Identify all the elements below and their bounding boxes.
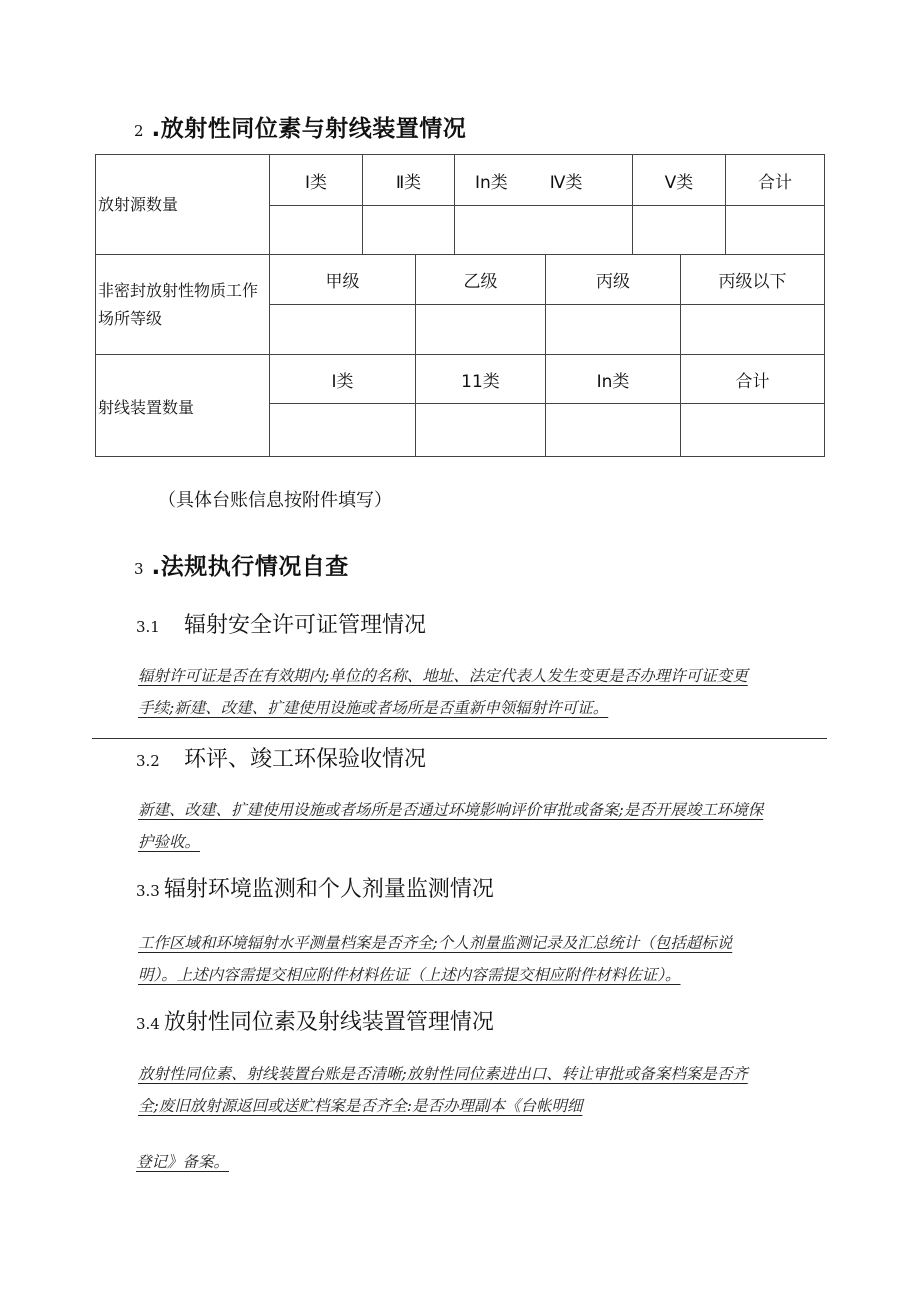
header-class-1: Ⅰ类	[269, 154, 363, 206]
horizontal-divider	[92, 738, 827, 739]
header-class-3: In类	[475, 172, 508, 193]
sub-3-4-line-2: 全;废旧放射源返回或送贮档案是否齐全:是否办理副本《台帐明细	[138, 1097, 583, 1115]
value-class-3-4[interactable]	[454, 205, 633, 255]
section-2-number: 2	[134, 122, 144, 140]
header-class-2: Ⅱ类	[362, 154, 455, 206]
header-class-4: Ⅳ类	[549, 172, 583, 193]
sub-3-4-line-3: 登记》备案。	[136, 1153, 230, 1171]
row-label-ray-devices-text: 射线装置数量	[98, 397, 195, 417]
header-grade-a: 甲级	[269, 254, 416, 305]
sub-3-3-text	[138, 927, 828, 991]
sub-3-4-line-1: 放射性同位素、射线装置台账是否清晰;放射性同位素进出口、转让审批或备案档案是否齐	[138, 1065, 748, 1083]
header-total-sources: 合计	[725, 154, 825, 206]
header-device-total: 合计	[680, 354, 825, 404]
value-device-class-1[interactable]	[269, 403, 416, 457]
sub-3-3-heading	[136, 872, 494, 903]
value-grade-b[interactable]	[415, 304, 546, 355]
header-grade-below-c: 丙级以下	[680, 254, 825, 305]
sub-3-4-number: 3.4	[136, 1015, 160, 1033]
value-grade-below-c[interactable]	[680, 304, 825, 355]
header-class-5: Ⅴ类	[632, 154, 726, 206]
header-device-class-3: In类	[545, 354, 681, 404]
section-2-title: .放射性同位素与射线装置情况	[151, 116, 467, 142]
value-grade-a[interactable]	[269, 304, 416, 355]
sub-3-2-number: 3.2	[136, 752, 160, 770]
row-label-ray-devices	[95, 354, 270, 457]
sub-3-2-title: 环评、竣工环保验收情况	[184, 747, 427, 772]
row-label-workplace-grade	[95, 254, 270, 355]
header-class-3-4-group	[454, 154, 633, 206]
value-class-1[interactable]	[269, 205, 363, 255]
value-class-5[interactable]	[632, 205, 726, 255]
sub-3-3-line-2: 明）。上述内容需提交相应附件材料佐证（上述内容需提交相应附件材料佐证）。	[138, 966, 681, 984]
table-note: （具体台账信息按附件填写）	[158, 490, 392, 511]
sub-3-1-text	[138, 660, 828, 724]
header-device-class-1: Ⅰ类	[269, 354, 416, 404]
value-grade-c[interactable]	[545, 304, 681, 355]
sub-3-1-number: 3.1	[136, 618, 160, 636]
header-device-class-2: 11类	[415, 354, 546, 404]
value-class-2[interactable]	[362, 205, 455, 255]
value-device-class-2[interactable]	[415, 403, 546, 457]
value-device-class-3[interactable]	[545, 403, 681, 457]
section-2-heading	[134, 110, 466, 143]
sub-3-2-text	[138, 794, 828, 858]
sub-3-4-heading	[136, 1005, 494, 1036]
sub-3-3-number: 3.3	[136, 882, 160, 900]
sub-3-3-title: 辐射环境监测和个人剂量监测情况	[163, 877, 494, 902]
section-3-number: 3	[134, 560, 144, 578]
sub-3-4-title: 放射性同位素及射线装置管理情况	[163, 1010, 494, 1035]
row-label-sources	[95, 154, 270, 255]
value-total-sources[interactable]	[725, 205, 825, 255]
header-grade-b: 乙级	[415, 254, 546, 305]
header-grade-c: 丙级	[545, 254, 681, 305]
sub-3-4-text	[138, 1058, 828, 1122]
sub-3-1-heading	[136, 608, 426, 639]
sub-3-1-line-1: 辐射许可证是否在有效期内;单位的名称、地址、法定代表人发生变更是否办理许可证变更	[138, 667, 748, 685]
row-label-workplace-grade-text: 非密封放射性物质工作场所等级	[98, 280, 259, 328]
sub-3-1-title: 辐射安全许可证管理情况	[184, 613, 427, 638]
sub-3-3-line-1: 工作区域和环境辐射水平测量档案是否齐全;个人剂量监测记录及汇总统计（包括超标说	[138, 934, 733, 952]
sub-3-1-line-2: 手续;新建、改建、扩建使用设施或者场所是否重新申领辐射许可证。	[138, 699, 609, 717]
sub-3-2-line-2: 护验收。	[138, 833, 201, 851]
sub-3-2-heading	[136, 742, 426, 773]
section-3-heading	[134, 548, 349, 581]
sub-3-2-line-1: 新建、改建、扩建使用设施或者场所是否通过环境影响评价审批或备案;是否开展竣工环境保	[138, 801, 764, 819]
section-3-title: .法规执行情况自查	[151, 554, 349, 580]
value-device-total[interactable]	[680, 403, 825, 457]
row-label-sources-text: 放射源数量	[98, 194, 179, 214]
